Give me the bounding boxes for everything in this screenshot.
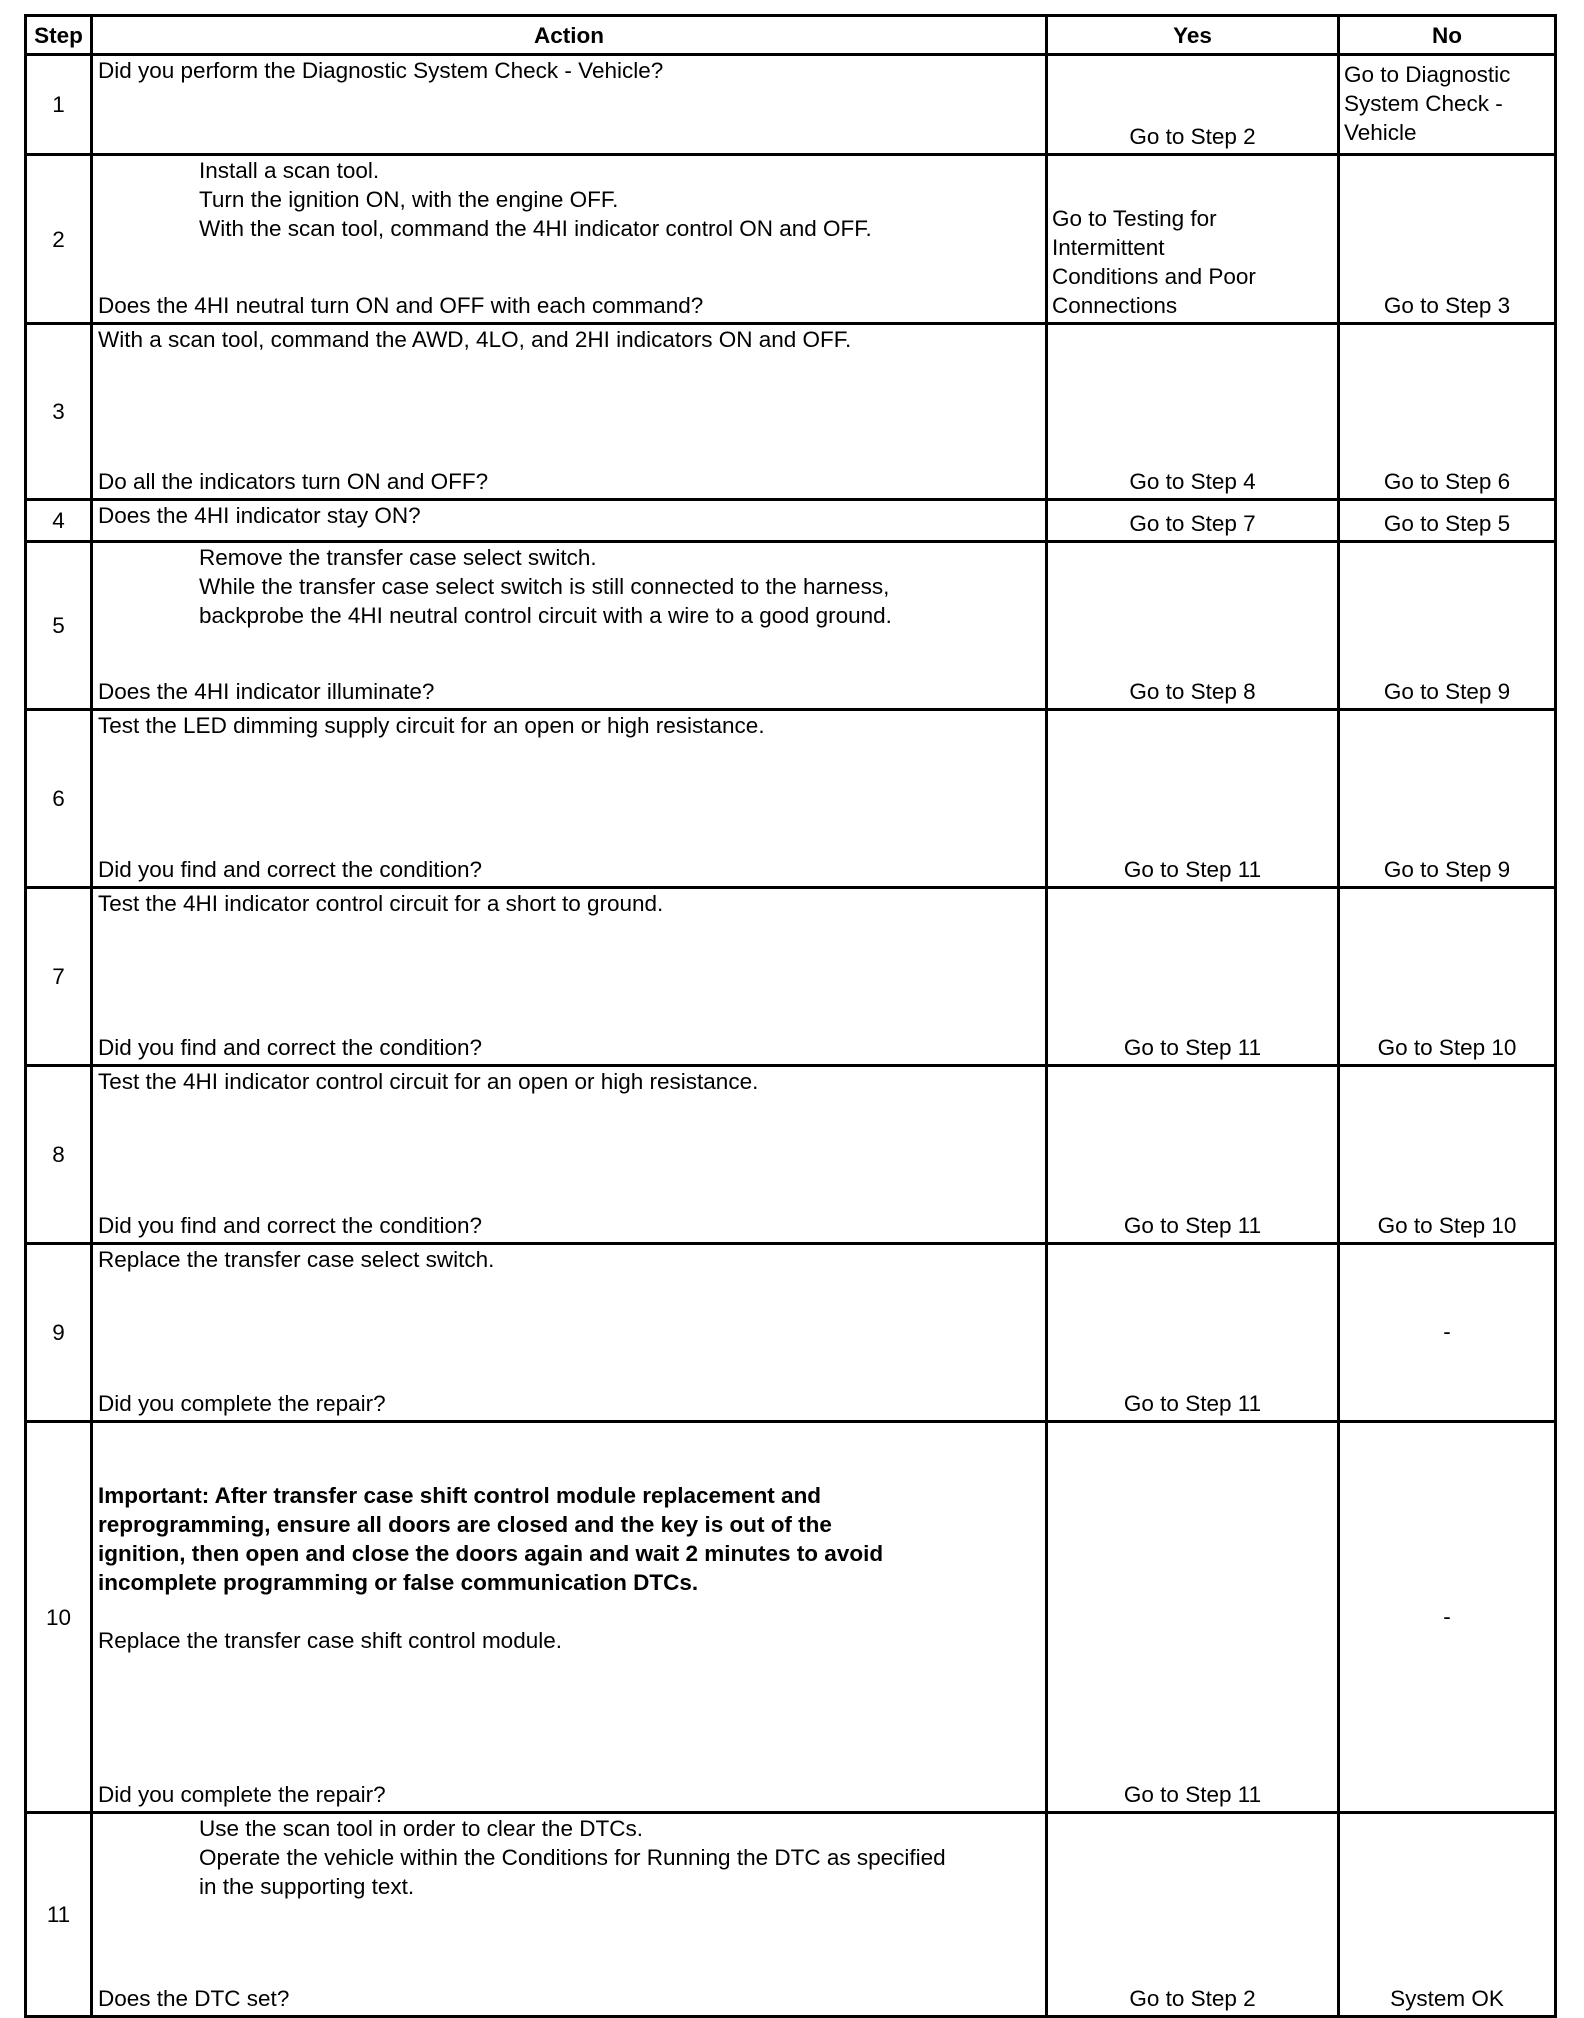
table-row [26,542,1556,710]
table-row [26,324,1556,500]
action-question: Did you find and correct the condition? [98,857,482,882]
table-row [26,888,1556,1066]
action-substep: in the supporting text. [199,1874,415,1899]
step-number: 2 [26,155,92,324]
action-text: Test the 4HI indicator control circuit for an open or high resistance. [98,1069,759,1094]
step-number: 7 [26,888,92,1066]
step-number: 10 [26,1422,92,1813]
action-text: Test the 4HI indicator control circuit for a short to ground. [98,891,664,916]
table-row [26,1422,1556,1813]
yes-result: Go to Step 4 [1047,324,1339,500]
yes-result: Go to Step 11 [1047,1066,1339,1244]
table-row [26,1244,1556,1422]
table-row [26,1066,1556,1244]
table-row [26,1813,1556,2017]
action-text: Does the 4HI indicator stay ON? [98,503,421,528]
action-text: Test the LED dimming supply circuit for an open or high resistance. [98,713,765,738]
step-number: 8 [26,1066,92,1244]
step-number: 9 [26,1244,92,1422]
table-row [26,500,1556,542]
yes-result: Go to Step 11 [1047,1422,1339,1813]
no-result: Go to Step 10 [1339,888,1556,1066]
action-text: Replace the transfer case shift control module. [98,1628,562,1653]
action-cell [92,55,1047,155]
yes-result: Go to Step 11 [1047,888,1339,1066]
action-text: With a scan tool, command the AWD, 4LO, and 2HI indicators ON and OFF. [98,327,852,352]
yes-result: Go to Step 2 [1047,55,1339,155]
header-step: Step [26,16,92,55]
action-question: Do all the indicators turn ON and OFF? [98,469,489,494]
yes-result: Go to Step 11 [1047,710,1339,888]
table-row [26,155,1556,324]
step-number: 11 [26,1813,92,2017]
action-substep: backprobe the 4HI neutral control circuit with a wire to a good ground. [199,603,892,628]
action-cell [92,155,1047,324]
action-cell [92,500,1047,542]
important-note: Important: After transfer case shift control module replacement and reprogramming, ensure all doors are closed and the key is out of the ignition, then open and close the doors again and wait 2 minutes to avoid incomplete programming or false communication DTCs. [98,1483,884,1595]
action-cell [92,1244,1047,1422]
no-result: System OK [1339,1813,1556,2017]
action-cell [92,324,1047,500]
action-substep: Remove the transfer case select switch. [199,545,597,570]
action-substep: With the scan tool, command the 4HI indicator control ON and OFF. [199,216,872,241]
step-number: 4 [26,500,92,542]
action-substep: Install a scan tool. [199,158,380,183]
step-number: 1 [26,55,92,155]
action-substep: Turn the ignition ON, with the engine OFF. [199,187,619,212]
no-result: Go to Step 3 [1339,155,1556,324]
no-result: - [1339,1422,1556,1813]
action-substep: Use the scan tool in order to clear the DTCs. [199,1816,643,1841]
no-result: Go to Step 9 [1339,542,1556,710]
header-row [26,16,1556,55]
action-question: Does the DTC set? [98,1986,290,2011]
yes-result: Go to Testing for Intermittent Conditions and Poor Connections [1047,155,1339,324]
action-question: Did you find and correct the condition? [98,1213,482,1238]
no-result: Go to Step 10 [1339,1066,1556,1244]
action-cell [92,710,1047,888]
action-cell [92,1813,1047,2017]
no-result: - [1339,1244,1556,1422]
header-yes: Yes [1047,16,1339,55]
yes-result: Go to Step 8 [1047,542,1339,710]
step-number: 6 [26,710,92,888]
action-substep: While the transfer case select switch is still connected to the harness, [199,574,890,599]
no-result: Go to Step 5 [1339,500,1556,542]
action-question: Did you complete the repair? [98,1782,386,1807]
table-row [26,55,1556,155]
action-cell [92,542,1047,710]
action-cell [92,888,1047,1066]
action-question: Does the 4HI indicator illuminate? [98,679,435,704]
no-result: Go to Step 9 [1339,710,1556,888]
action-text: Replace the transfer case select switch. [98,1247,495,1272]
step-number: 5 [26,542,92,710]
no-result: Go to Step 6 [1339,324,1556,500]
header-no: No [1339,16,1556,55]
table-row [26,710,1556,888]
yes-result: Go to Step 2 [1047,1813,1339,2017]
action-question: Did you find and correct the condition? [98,1035,482,1060]
yes-result: Go to Step 11 [1047,1244,1339,1422]
header-action: Action [92,16,1047,55]
action-question: Does the 4HI neutral turn ON and OFF with each command? [98,293,704,318]
no-result: Go to Diagnostic System Check - Vehicle [1339,55,1556,155]
action-substep: Operate the vehicle within the Conditions for Running the DTC as specified [199,1845,946,1870]
action-question: Did you complete the repair? [98,1391,386,1416]
step-number: 3 [26,324,92,500]
action-cell [92,1066,1047,1244]
diagnostic-table [24,14,1557,2018]
action-cell [92,1422,1047,1813]
yes-result: Go to Step 7 [1047,500,1339,542]
action-text: Did you perform the Diagnostic System Check - Vehicle? [98,58,664,83]
